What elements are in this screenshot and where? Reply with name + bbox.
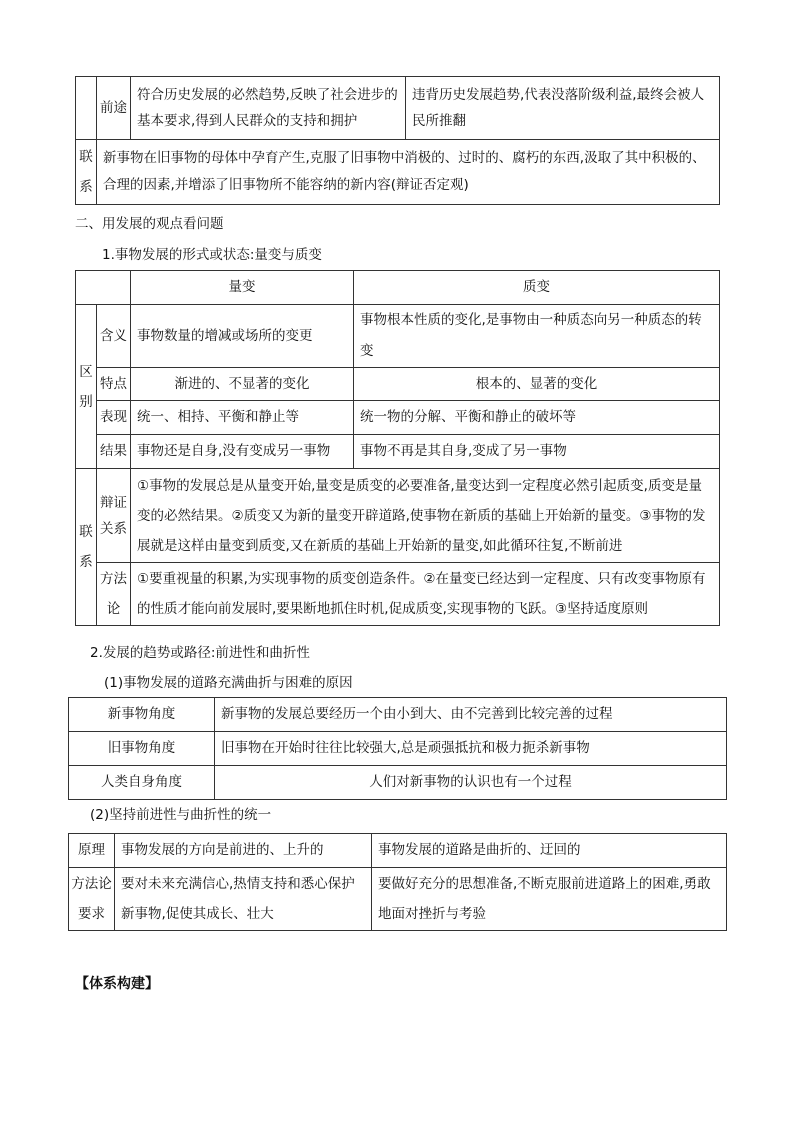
- row-label-qiantu: 前途: [97, 77, 131, 140]
- row-label-lianxi: 联 系: [76, 140, 97, 205]
- sub-heading-2-1: (1)事物发展的道路充满曲折与困难的原因: [104, 675, 353, 691]
- table-row: [76, 77, 720, 140]
- liangbian-cell: 渐进的、不显著的变化: [131, 368, 354, 401]
- sub-heading-2: 2.发展的趋势或路径:前进性和曲折性: [90, 645, 310, 661]
- row-label: 特点: [97, 368, 131, 401]
- bianzheng-cell: ①事物的发展总是从量变开始,量变是质变的必要准备,量变达到一定程度必然引起质变,质变是量变的必然结果。②质变又为新的量变开辟道路,使事物在新质的基础上开始新的量变。③事物的发展就是这样由量变到质变,又在新质的基础上开始新的量变,如此循环往复,不断前进: [131, 469, 720, 563]
- table-row: [69, 868, 727, 931]
- reason-cell: 人们对新事物的认识也有一个过程: [215, 766, 727, 800]
- liangbian-cell: 事物数量的增减或场所的变更: [131, 305, 354, 368]
- table-row: [76, 401, 720, 435]
- liangbian-cell: 事物还是自身,没有变成另一事物: [131, 435, 354, 469]
- table-row: [69, 766, 727, 800]
- table-reasons: [68, 697, 727, 800]
- row-label: 结果: [97, 435, 131, 469]
- yuanli-right-cell: 事物发展的道路是曲折的、迂回的: [372, 834, 727, 868]
- table-unity: [68, 833, 727, 931]
- column-header-zhibian: 质变: [354, 271, 720, 305]
- table-row: [76, 469, 720, 563]
- row-group-qubie: 区 别: [76, 305, 97, 469]
- table-quantity-quality: [75, 270, 720, 626]
- row-label: 人类自身角度: [69, 766, 215, 800]
- fangfalun-cell: ①要重视量的积累,为实现事物的质变创造条件。②在量变已经达到一定程度、只有改变事物原有的性质才能向前发展时,要果断地抓住时机,促成质变,实现事物的飞跃。③坚持适度原则: [131, 563, 720, 626]
- row-label-fangfalun: 方法论 要求: [69, 868, 115, 931]
- table-row: [69, 698, 727, 732]
- zhibian-cell: 统一物的分解、平衡和静止的破坏等: [354, 401, 720, 435]
- table-row: [76, 563, 720, 626]
- liangbian-cell: 统一、相持、平衡和静止等: [131, 401, 354, 435]
- reason-cell: 新事物的发展总要经历一个由小到大、由不完善到比较完善的过程: [215, 698, 727, 732]
- table-row: [69, 834, 727, 868]
- sub-heading-2-2: (2)坚持前进性与曲折性的统一: [90, 807, 272, 823]
- lianxi-cell: 新事物在旧事物的母体中孕育产生,克服了旧事物中消极的、过时的、腐朽的东西,汲取了其中积极的、合理的因素,并增添了旧事物所不能容纳的新内容(辩证否定观): [97, 140, 720, 205]
- table-new-old-things: [75, 76, 720, 205]
- table-row: [76, 435, 720, 469]
- table-row: [76, 271, 720, 305]
- row-label-bianzheng: 辩证 关系: [97, 469, 131, 563]
- column-header-liangbian: 量变: [131, 271, 354, 305]
- fangfa-right-cell: 要做好充分的思想准备,不断克服前进道路上的困难,勇敢地面对挫折与考验: [372, 868, 727, 931]
- fangfa-left-cell: 要对未来充满信心,热情支持和悉心保护新事物,促使其成长、壮大: [115, 868, 372, 931]
- sub-heading-1: 1.事物发展的形式或状态:量变与质变: [102, 247, 322, 263]
- qiantu-new-cell: 符合历史发展的必然趋势,反映了社会进步的基本要求,得到人民群众的支持和拥护: [131, 77, 406, 140]
- table-row: [76, 368, 720, 401]
- zhibian-cell: 事物根本性质的变化,是事物由一种质态向另一种质态的转变: [354, 305, 720, 368]
- row-label: 新事物角度: [69, 698, 215, 732]
- system-heading: 【体系构建】: [75, 976, 159, 992]
- row-label: 表现: [97, 401, 131, 435]
- row-label-yuanli: 原理: [69, 834, 115, 868]
- reason-cell: 旧事物在开始时往往比较强大,总是顽强抵抗和极力扼杀新事物: [215, 732, 727, 766]
- section-heading: 二、用发展的观点看问题: [75, 216, 224, 232]
- yuanli-left-cell: 事物发展的方向是前进的、上升的: [115, 834, 372, 868]
- table-row: [76, 140, 720, 205]
- row-label: 含义: [97, 305, 131, 368]
- zhibian-cell: 事物不再是其自身,变成了另一事物: [354, 435, 720, 469]
- row-label: 旧事物角度: [69, 732, 215, 766]
- row-label-fangfalun: 方法 论: [97, 563, 131, 626]
- qiantu-old-cell: 违背历史发展趋势,代表没落阶级利益,最终会被人民所推翻: [406, 77, 720, 140]
- row-group-lianxi: 联 系: [76, 469, 97, 626]
- zhibian-cell: 根本的、显著的变化: [354, 368, 720, 401]
- table-row: [69, 732, 727, 766]
- table-row: [76, 305, 720, 368]
